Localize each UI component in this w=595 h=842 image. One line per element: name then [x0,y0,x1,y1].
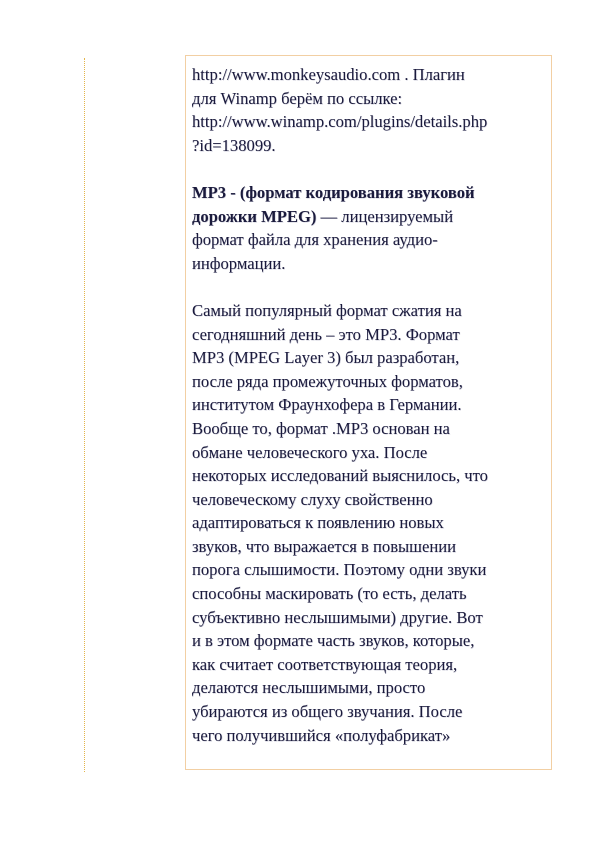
text-frame [185,55,552,770]
mp3-term: MP3 - (формат кодирования звуковой дорожки MPEG) [192,182,475,226]
paragraph-mp3-definition [192,181,547,275]
margin-guide-line [84,58,85,772]
paragraph-monkeysaudio-link: http://www.monkeysaudio.com . Плагин для Winamp берём по ссылке: http://www.winamp.com/plugins/details.php ?id=138099. [192,65,488,155]
mp3-definition-text: — лицензируемый формат файла для хранения аудио- информации. [192,206,454,273]
paragraph-mp3-description: Самый популярный формат сжатия на сегодняшний день – это MP3. Формат MP3 (MPEG Layer 3) был разработан, после ряда промежуточных форматов, институтом Фраунхофера в Германии. Вообще то, формат .MP3 основан на обмане человеческого уха. После некоторых исследований выяснилось, что человеческому слуху свойственно адаптироваться к появлению новых звуков, что выражается в повышении порога слышимости. Поэтому одни звуки способны маскировать (то есть, делать субъективно неслышимыми) другие. Вот и в этом формате часть звуков, которые, как считает соответствующая теория, делаются неслышимыми, просто убираются из общего звучания. После чего получившийся «полуфабрикат» [192,300,488,745]
